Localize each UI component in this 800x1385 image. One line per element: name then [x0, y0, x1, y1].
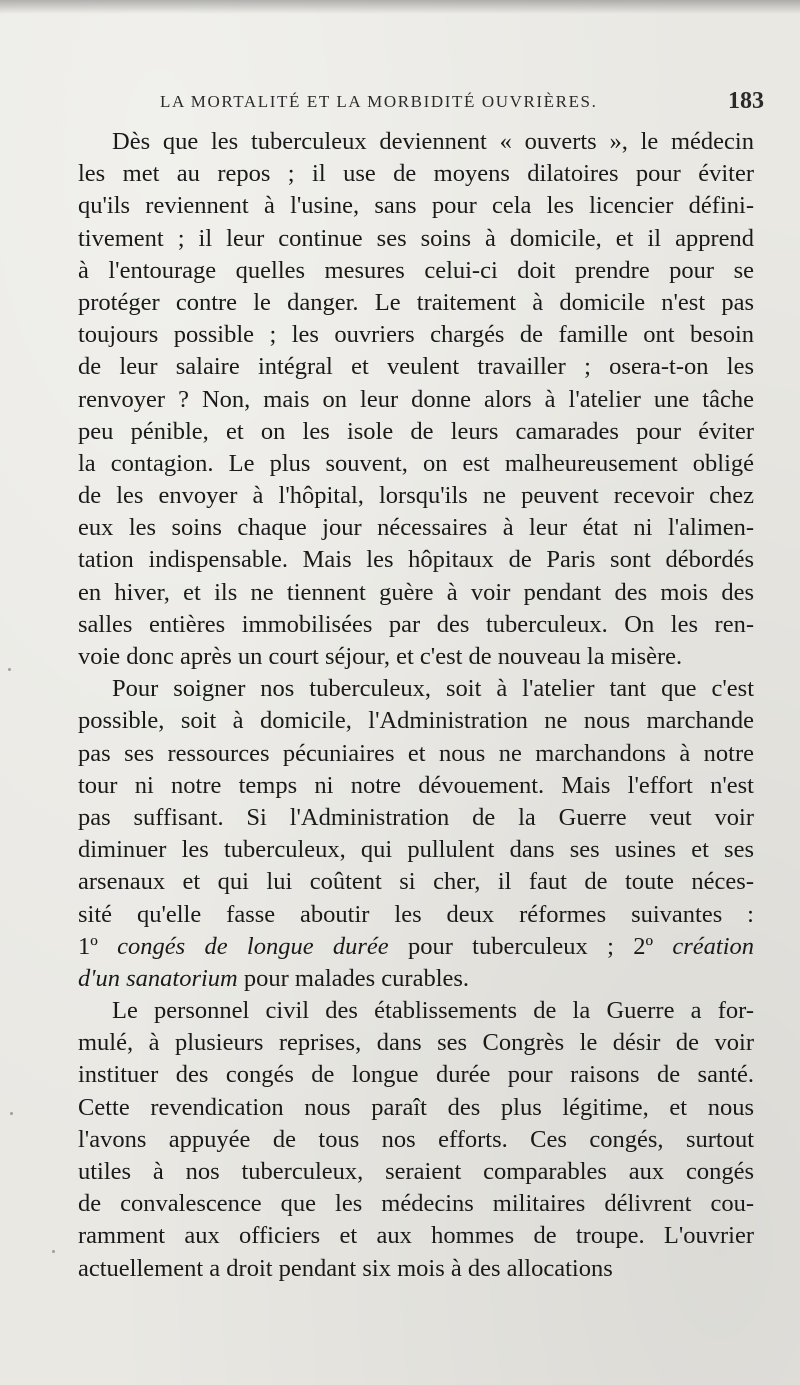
scan-speck: [52, 1250, 55, 1253]
text-line: mulé, à plusieurs reprises, dans ses Congrès le désir de voir: [78, 1029, 754, 1057]
scan-speck: [10, 1112, 13, 1115]
text-line: pas ses ressources pécuniaires et nous ne marchandons à notre: [78, 739, 754, 767]
reform-conges: congés de longue durée: [117, 932, 389, 960]
text-line-reforms: [78, 931, 754, 963]
text-line: Dès que les tuberculeux deviennent « ouverts », le médecin: [112, 128, 754, 155]
text-line: salles entières immobilisées par des tuberculeux. On les ren-: [78, 610, 754, 638]
text-line: instituer des congés de longue durée pour raisons de santé.: [78, 1061, 754, 1089]
reform-middle: pour tuberculeux ;: [407, 932, 614, 960]
text-line: Cette revendication nous paraît des plus légitime, et nous: [78, 1093, 754, 1121]
text-line: arsenaux et qui lui coûtent si cher, il faut de toute néces-: [78, 868, 754, 896]
page-number: 183: [728, 88, 764, 114]
scan-edge-shadow: [0, 0, 800, 14]
reform-number-2: 2º: [633, 932, 654, 960]
text-line: Pour soigner nos tuberculeux, soit à l'atelier tant que c'est: [112, 675, 754, 703]
text-line: sité qu'elle fasse aboutir les deux réformes suivantes :: [78, 900, 754, 928]
text-line: possible, soit à domicile, l'Administration ne nous marchande: [78, 707, 754, 735]
text-line: les met au repos ; il use de moyens dilatoires pour éviter: [78, 160, 754, 188]
text-line: en hiver, et ils ne tiennent guère à voir pendant des mois des: [78, 578, 754, 606]
text-line: actuellement a droit pendant six mois à des allocations: [78, 1254, 613, 1282]
text-line: tivement ; il leur continue ses soins à domicile, et il apprend: [78, 224, 754, 252]
text-line: pas suffisant. Si l'Administration de la Guerre veut voir: [78, 803, 754, 831]
reform-sanatorium: d'un sanatorium: [78, 964, 238, 992]
reform-number-1: 1º: [78, 932, 98, 960]
body-text: [78, 126, 754, 1285]
text-line-sanatorium: [78, 963, 754, 995]
text-line: Le personnel civil des établissements de la Guerre a for-: [112, 997, 754, 1025]
reform-rest: pour malades curables.: [243, 964, 470, 992]
text-line: peu pénible, et on les isole de leurs camarades pour éviter: [78, 417, 754, 445]
running-head: [160, 88, 764, 116]
text-line: ramment aux officiers et aux hommes de troupe. L'ouvrier: [78, 1222, 754, 1250]
text-line: de leur salaire intégral et veulent travailler ; osera-t-on les: [78, 353, 754, 381]
text-line: la contagion. Le plus souvent, on est malheureusement obligé: [78, 449, 754, 477]
text-line: qu'ils reviennent à l'usine, sans pour cela les licencier défini-: [78, 192, 754, 220]
text-line: de convalescence que les médecins militaires délivrent cou-: [78, 1190, 754, 1218]
reform-creation: création: [672, 932, 755, 960]
text-line: tour ni notre temps ni notre dévouement. Mais l'effort n'est: [78, 771, 754, 799]
text-line: voie donc après un court séjour, et c'est de nouveau la misère.: [78, 643, 683, 670]
text-line: de les envoyer à l'hôpital, lorsqu'ils ne peuvent recevoir chez: [78, 482, 754, 510]
text-line: renvoyer ? Non, mais on leur donne alors à l'atelier une tâche: [78, 385, 754, 413]
text-line: toujours possible ; les ouvriers chargés de famille ont besoin: [78, 321, 754, 349]
running-title: LA MORTALITÉ ET LA MORBIDITÉ OUVRIÈRES.: [160, 92, 598, 111]
text-line: l'avons appuyée de tous nos efforts. Ces congés, surtout: [78, 1125, 754, 1153]
text-line: tation indispensable. Mais les hôpitaux de Paris sont débordés: [78, 546, 754, 574]
text-line: à l'entourage quelles mesures celui-ci doit prendre pour se: [78, 256, 754, 284]
text-line: protéger contre le danger. Le traitement à domicile n'est pas: [78, 288, 754, 316]
text-line: eux les soins chaque jour nécessaires à leur état ni l'alimen-: [78, 514, 754, 542]
text-line: diminuer les tuberculeux, qui pullulent dans ses usines et ses: [78, 836, 754, 864]
scan-speck: [8, 668, 11, 671]
text-line: utiles à nos tuberculeux, seraient comparables aux congés: [78, 1158, 754, 1185]
